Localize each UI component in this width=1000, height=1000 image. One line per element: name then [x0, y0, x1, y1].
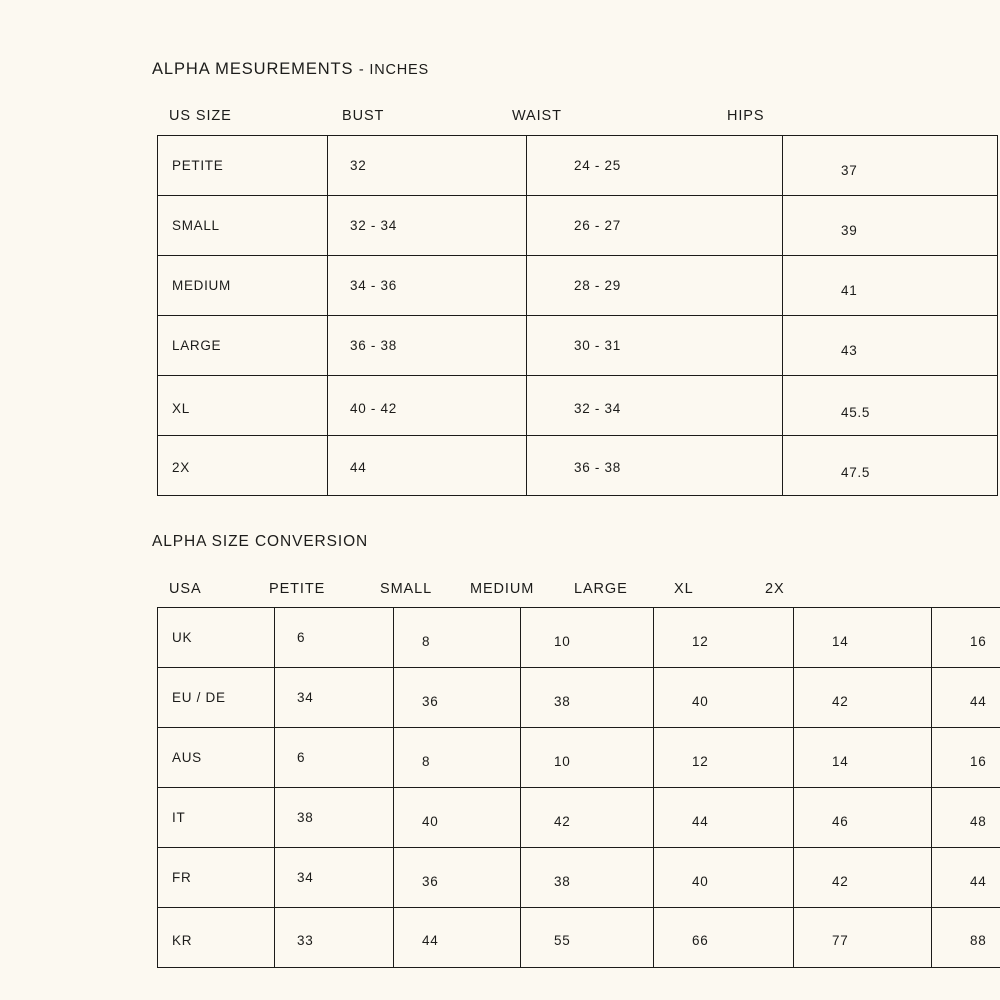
- cell-text: 30 - 31: [574, 338, 621, 353]
- table-cell-small: [394, 608, 521, 668]
- cell-text: 36: [422, 874, 439, 889]
- cell-text: 2X: [172, 460, 190, 475]
- table-row: [158, 376, 998, 436]
- table-cell-waist: [527, 376, 783, 436]
- cell-text: UK: [172, 630, 193, 645]
- table-cell-petite: [275, 848, 394, 908]
- table-cell-small: [394, 728, 521, 788]
- cell-text: 36 - 38: [350, 338, 397, 353]
- measurements-header-us-size: US SIZE: [169, 108, 232, 124]
- conversion-title: ALPHA SIZE CONVERSION: [152, 533, 369, 550]
- cell-text: 44: [350, 460, 367, 475]
- cell-text: 36 - 38: [574, 460, 621, 475]
- cell-text: 38: [297, 810, 314, 825]
- cell-text: 40 - 42: [350, 401, 397, 416]
- table-cell-hips: [783, 436, 998, 496]
- table-row: [158, 668, 1000, 728]
- cell-text: 46: [832, 814, 849, 829]
- table-cell-bust: [328, 376, 527, 436]
- table-cell-hips: [783, 316, 998, 376]
- table-cell-small: [394, 788, 521, 848]
- cell-text: KR: [172, 933, 193, 948]
- table-cell-large: [654, 788, 794, 848]
- table-cell-xl: [794, 728, 932, 788]
- table-cell-region: [158, 848, 275, 908]
- cell-text: 32: [350, 158, 367, 173]
- table-row: [158, 788, 1000, 848]
- cell-text: 88: [970, 933, 987, 948]
- table-row: [158, 436, 998, 496]
- table-cell-hips: [783, 256, 998, 316]
- table-row: [158, 908, 1000, 968]
- cell-text: 12: [692, 634, 709, 649]
- table-cell-waist: [527, 316, 783, 376]
- cell-text: 44: [970, 874, 987, 889]
- table-cell-small: [394, 848, 521, 908]
- table-cell-petite: [275, 608, 394, 668]
- cell-text: 34: [297, 870, 314, 885]
- cell-text: SMALL: [172, 218, 220, 233]
- cell-text: 16: [970, 754, 987, 769]
- table-cell-petite: [275, 788, 394, 848]
- cell-text: 34: [297, 690, 314, 705]
- table-cell-region: [158, 728, 275, 788]
- measurements-header-waist: WAIST: [512, 108, 562, 124]
- cell-text: 44: [422, 933, 439, 948]
- table-cell-bust: [328, 316, 527, 376]
- table-row: [158, 196, 998, 256]
- cell-text: 40: [422, 814, 439, 829]
- table-cell-medium: [521, 908, 654, 968]
- measurements-title-main: ALPHA MESUREMENTS: [152, 60, 354, 78]
- cell-text: 32 - 34: [574, 401, 621, 416]
- table-row: [158, 608, 1000, 668]
- table-cell-large: [654, 608, 794, 668]
- table-cell-2x: [932, 608, 1000, 668]
- cell-text: AUS: [172, 750, 202, 765]
- cell-text: 38: [554, 874, 571, 889]
- table-cell-bust: [328, 136, 527, 196]
- cell-text: 8: [422, 634, 431, 649]
- cell-text: 66: [692, 933, 709, 948]
- cell-text: 10: [554, 634, 571, 649]
- table-row: [158, 848, 1000, 908]
- cell-text: 28 - 29: [574, 278, 621, 293]
- measurements-title: [152, 60, 429, 79]
- cell-text: 33: [297, 933, 314, 948]
- table-cell-region: [158, 668, 275, 728]
- cell-text: 8: [422, 754, 431, 769]
- table-cell-large: [654, 728, 794, 788]
- table-cell-bust: [328, 256, 527, 316]
- table-cell-large: [654, 908, 794, 968]
- table-cell-2x: [932, 848, 1000, 908]
- measurements-table: [157, 135, 998, 496]
- conversion-header-petite: PETITE: [269, 581, 326, 597]
- cell-text: MEDIUM: [172, 278, 231, 293]
- table-cell-2x: [932, 728, 1000, 788]
- table-row: [158, 256, 998, 316]
- cell-text: 24 - 25: [574, 158, 621, 173]
- table-cell-waist: [527, 436, 783, 496]
- cell-text: 40: [692, 694, 709, 709]
- cell-text: 47.5: [841, 465, 871, 480]
- table-cell-2x: [932, 788, 1000, 848]
- cell-text: 44: [692, 814, 709, 829]
- cell-text: 42: [832, 874, 849, 889]
- table-cell-hips: [783, 376, 998, 436]
- table-cell-bust: [328, 436, 527, 496]
- table-cell-medium: [521, 728, 654, 788]
- measurements-header-bust: BUST: [342, 108, 385, 124]
- cell-text: 6: [297, 750, 306, 765]
- table-cell-petite: [275, 668, 394, 728]
- cell-text: 77: [832, 933, 849, 948]
- table-cell-size: [158, 376, 328, 436]
- cell-text: 37: [841, 163, 858, 178]
- table-cell-size: [158, 196, 328, 256]
- cell-text: LARGE: [172, 338, 222, 353]
- cell-text: 16: [970, 634, 987, 649]
- cell-text: 42: [832, 694, 849, 709]
- table-cell-large: [654, 668, 794, 728]
- table-row: [158, 728, 1000, 788]
- cell-text: 14: [832, 634, 849, 649]
- table-cell-2x: [932, 668, 1000, 728]
- cell-text: 39: [841, 223, 858, 238]
- cell-text: 41: [841, 283, 858, 298]
- table-cell-waist: [527, 256, 783, 316]
- conversion-header-xl: XL: [674, 581, 694, 597]
- conversion-table: [157, 607, 1000, 968]
- table-cell-xl: [794, 848, 932, 908]
- cell-text: 48: [970, 814, 987, 829]
- table-cell-waist: [527, 136, 783, 196]
- cell-text: 32 - 34: [350, 218, 397, 233]
- cell-text: 26 - 27: [574, 218, 621, 233]
- table-cell-size: [158, 256, 328, 316]
- table-cell-small: [394, 908, 521, 968]
- table-row: [158, 136, 998, 196]
- table-cell-xl: [794, 908, 932, 968]
- table-cell-xl: [794, 788, 932, 848]
- table-cell-size: [158, 136, 328, 196]
- table-cell-petite: [275, 728, 394, 788]
- cell-text: 36: [422, 694, 439, 709]
- table-cell-waist: [527, 196, 783, 256]
- cell-text: 42: [554, 814, 571, 829]
- cell-text: XL: [172, 401, 190, 416]
- cell-text: 40: [692, 874, 709, 889]
- table-cell-large: [654, 848, 794, 908]
- cell-text: IT: [172, 810, 186, 825]
- conversion-header-2x: 2X: [765, 581, 785, 597]
- cell-text: 6: [297, 630, 306, 645]
- cell-text: 10: [554, 754, 571, 769]
- cell-text: 43: [841, 343, 858, 358]
- table-cell-medium: [521, 848, 654, 908]
- cell-text: PETITE: [172, 158, 224, 173]
- cell-text: 44: [970, 694, 987, 709]
- measurements-header-row: [152, 108, 852, 132]
- table-cell-medium: [521, 788, 654, 848]
- conversion-header-usa: USA: [169, 581, 202, 597]
- table-cell-medium: [521, 668, 654, 728]
- cell-text: 14: [832, 754, 849, 769]
- table-cell-size: [158, 316, 328, 376]
- table-cell-petite: [275, 908, 394, 968]
- cell-text: 45.5: [841, 405, 871, 420]
- cell-text: 34 - 36: [350, 278, 397, 293]
- table-cell-hips: [783, 136, 998, 196]
- conversion-header-small: SMALL: [380, 581, 433, 597]
- conversion-header-medium: MEDIUM: [470, 581, 535, 597]
- table-cell-region: [158, 908, 275, 968]
- cell-text: 12: [692, 754, 709, 769]
- table-cell-size: [158, 436, 328, 496]
- table-cell-xl: [794, 608, 932, 668]
- measurements-title-sub: - INCHES: [358, 62, 429, 78]
- cell-text: FR: [172, 870, 192, 885]
- table-cell-2x: [932, 908, 1000, 968]
- conversion-header-row: [152, 581, 852, 605]
- cell-text: EU / DE: [172, 690, 226, 705]
- table-cell-small: [394, 668, 521, 728]
- table-cell-hips: [783, 196, 998, 256]
- cell-text: 38: [554, 694, 571, 709]
- cell-text: 55: [554, 933, 571, 948]
- table-cell-xl: [794, 668, 932, 728]
- table-cell-region: [158, 788, 275, 848]
- table-cell-region: [158, 608, 275, 668]
- measurements-header-hips: HIPS: [727, 108, 765, 124]
- conversion-header-large: LARGE: [574, 581, 628, 597]
- table-cell-bust: [328, 196, 527, 256]
- table-cell-medium: [521, 608, 654, 668]
- table-row: [158, 316, 998, 376]
